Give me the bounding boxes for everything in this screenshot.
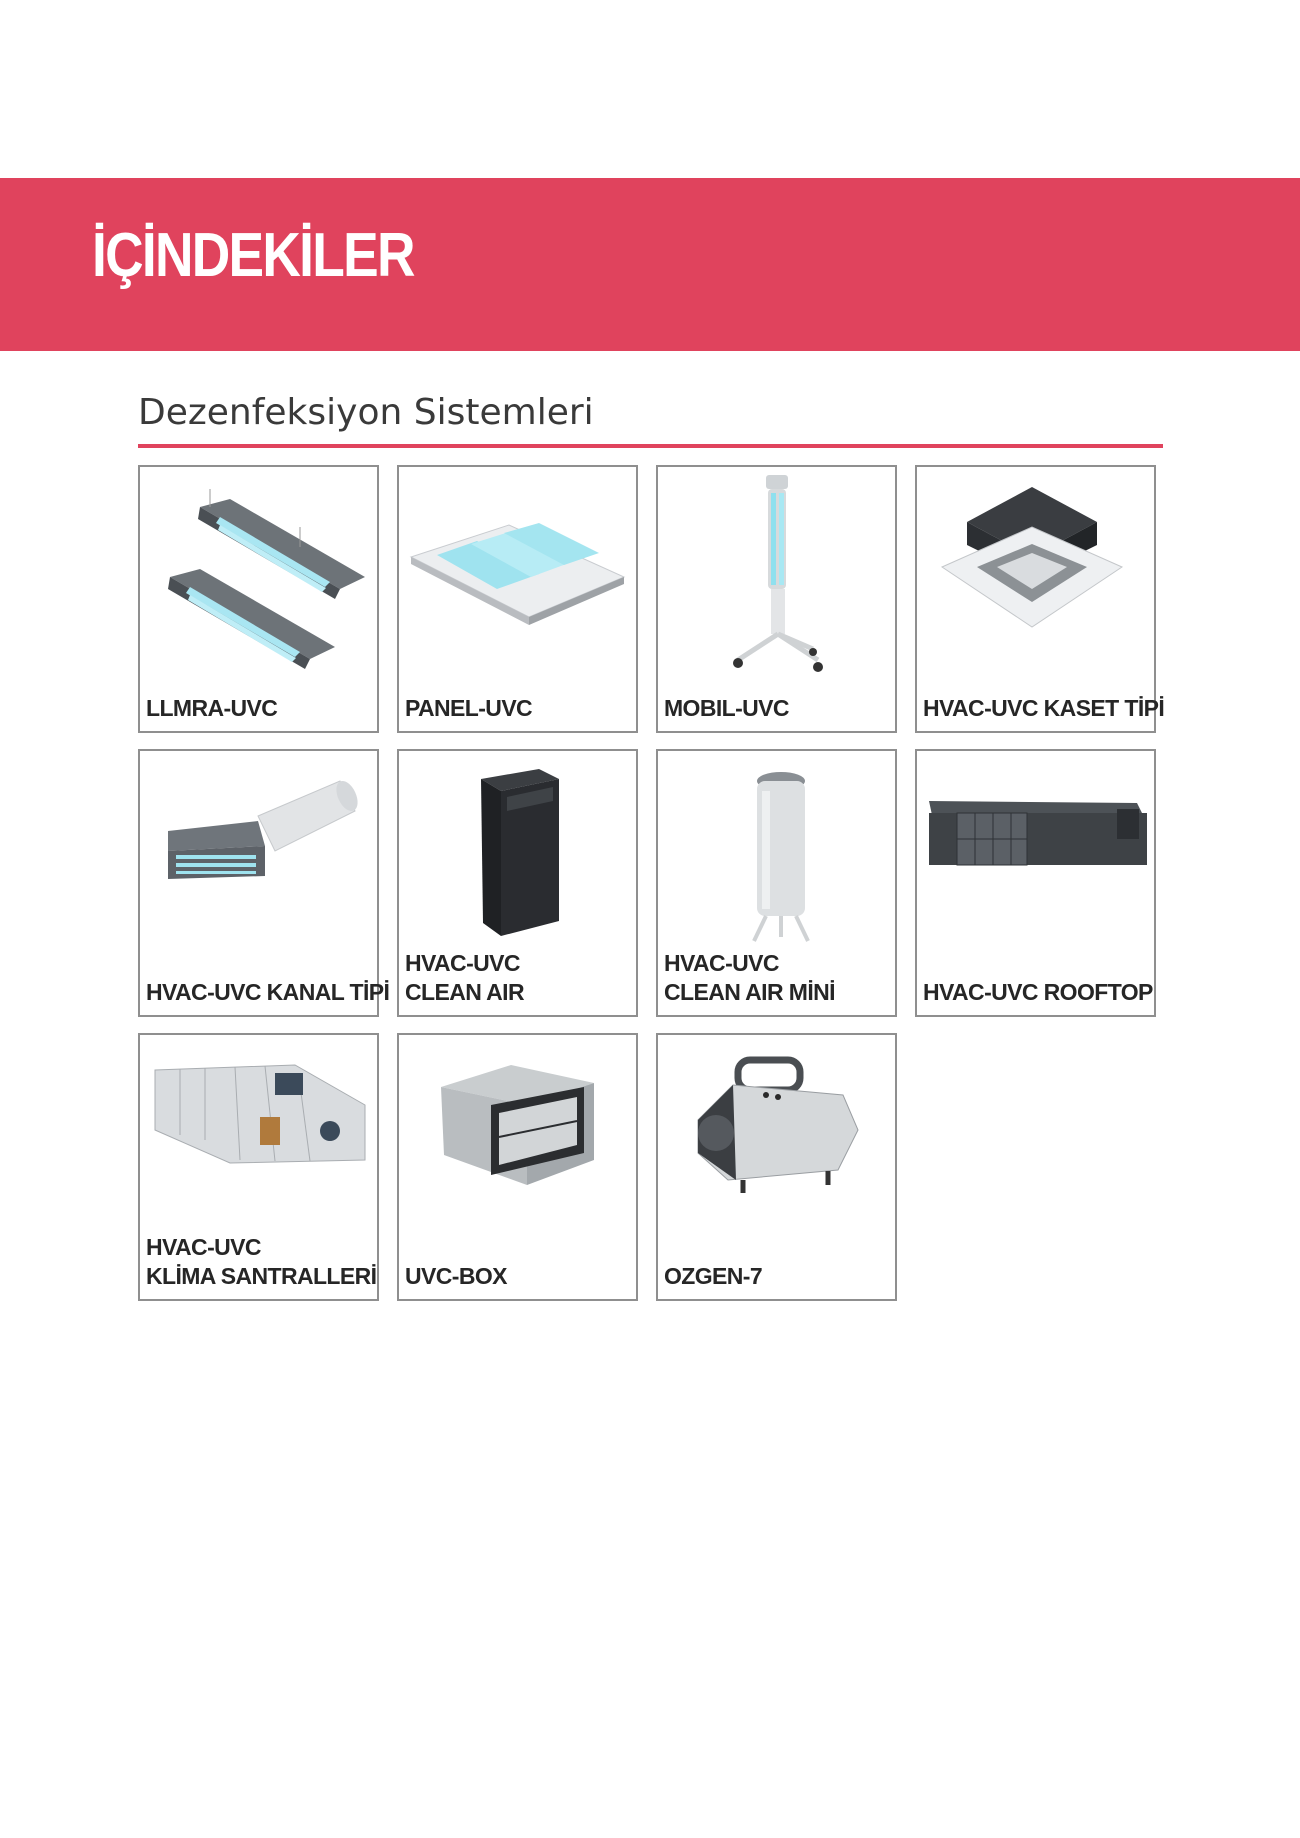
product-label: PANEL-UVC [405,695,533,721]
cassette-unit-icon [917,467,1154,687]
product-card-hvac-uvc-klima-santralleri[interactable] [138,1033,379,1301]
mini-air-purifier-icon [658,751,895,971]
product-label: HVAC-UVC KASET TİPİ [923,695,1165,721]
product-card-uvc-box[interactable] [397,1033,638,1301]
ceiling-uv-lamp-icon [140,467,377,687]
section-title: Dezenfeksiyon Sistemleri [138,392,594,433]
product-label: HVAC-UVC ROOFTOP [923,979,1153,1005]
product-card-ozgen-7[interactable] [656,1033,897,1301]
air-purifier-cabinet-icon [399,751,636,971]
header-banner [0,178,1300,351]
product-label: UVC-BOX [405,1263,507,1289]
product-label: HVAC-UVC KLİMA SANTRALLERİ [146,1234,377,1289]
product-card-hvac-uvc-kanal[interactable] [138,749,390,1017]
product-card-llmra-uvc[interactable] [138,465,379,733]
product-label: MOBIL-UVC [664,695,789,721]
section-divider [138,444,1163,448]
rooftop-unit-icon [917,751,1154,971]
product-label: OZGEN-7 [664,1263,763,1289]
product-card-mobil-uvc[interactable] [656,465,897,733]
product-card-hvac-uvc-kaset[interactable] [915,465,1165,733]
product-card-hvac-uvc-clean-air[interactable] [397,749,638,1017]
product-card-hvac-uvc-rooftop[interactable] [915,749,1156,1017]
product-label: LLMRA-UVC [146,695,278,721]
product-label: HVAC-UVC CLEAN AIR MİNİ [664,950,835,1005]
product-grid [138,465,1163,1311]
air-handling-unit-icon [140,1035,377,1255]
duct-unit-icon [140,751,377,971]
panel-uv-lamp-icon [399,467,636,687]
product-label: HVAC-UVC KANAL TİPİ [146,979,390,1005]
ozone-generator-icon [658,1035,895,1255]
product-card-hvac-uvc-clean-air-mini[interactable] [656,749,897,1017]
uvc-box-icon [399,1035,636,1255]
product-label: HVAC-UVC CLEAN AIR [405,950,524,1005]
page-title: İÇİNDEKİLER [92,221,414,290]
product-card-panel-uvc[interactable] [397,465,638,733]
mobile-uv-tower-icon [658,467,895,687]
